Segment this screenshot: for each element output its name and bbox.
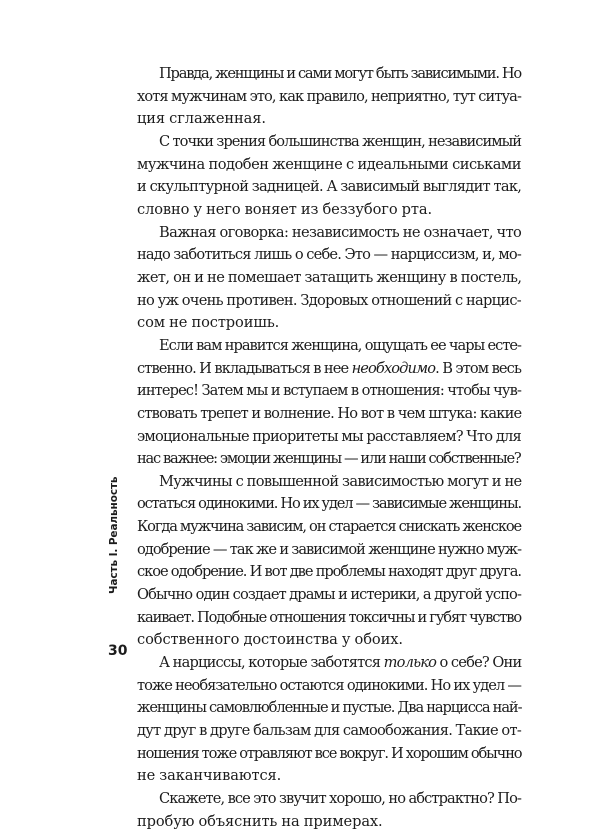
text-line xyxy=(137,607,521,630)
text-line xyxy=(137,335,521,358)
paragraph xyxy=(137,652,521,788)
text-line xyxy=(137,267,521,290)
text-segment: остаться одинокими. Но их удел — зависимые женщины. xyxy=(137,495,521,513)
text-line xyxy=(137,448,521,471)
text-line xyxy=(137,493,521,516)
running-head: Часть I. Реальность xyxy=(108,476,120,594)
text-segment: о себе? Они xyxy=(436,654,522,672)
text-segment: дут друг в друге бальзам для самообожания. Такие от- xyxy=(137,722,522,740)
text-segment: А нарциссы, которые заботятся xyxy=(159,654,384,672)
text-line xyxy=(137,720,521,743)
text-segment: мужчина подобен женщине с идеальными сиськами xyxy=(137,155,521,173)
text-line xyxy=(137,471,521,494)
text-segment: ция сглаженная. xyxy=(137,110,266,128)
body-text xyxy=(137,63,521,833)
text-line xyxy=(137,244,521,267)
text-line xyxy=(137,697,521,720)
text-segment: словно у него воняет из беззубого рта. xyxy=(137,200,432,218)
text-segment: Скажете, все это звучит хорошо, но абстрактно? По- xyxy=(159,790,521,807)
text-line xyxy=(137,539,521,562)
text-line xyxy=(137,199,521,222)
text-line xyxy=(137,811,521,833)
text-line xyxy=(137,63,521,86)
text-segment: хотя мужчинам это, как правило, неприятно, тут ситуа- xyxy=(137,87,521,105)
text-segment: ственно. И вкладываться в нее xyxy=(137,359,352,377)
text-line xyxy=(137,675,521,698)
text-line xyxy=(137,290,521,313)
text-line xyxy=(137,108,521,131)
text-segment: тоже необязательно остаются одинокими. Но их удел — xyxy=(137,676,521,694)
page-number: 30 xyxy=(108,643,128,659)
text-segment: ское одобрение. И вот две проблемы находят друг друга. xyxy=(137,563,521,581)
emphasis-text: только xyxy=(383,654,437,672)
text-segment: С точки зрения большинства женщин, независимый xyxy=(159,132,521,150)
text-line xyxy=(137,176,521,199)
paragraph xyxy=(137,222,521,335)
text-line xyxy=(137,86,521,109)
text-segment: жет, он и не помешает затащить женщину в постель, xyxy=(137,268,522,286)
text-line xyxy=(137,154,521,177)
text-segment: эмоциональные приоритеты мы расставляем? Что для xyxy=(137,427,521,445)
text-segment: не заканчиваются. xyxy=(137,767,282,785)
text-segment: нас важнее: эмоции женщины — или наши собственные? xyxy=(137,450,521,468)
text-segment: ствовать трепет и волнение. Но вот в чем штука: какие xyxy=(137,404,522,422)
text-line xyxy=(137,788,521,811)
text-segment: собственного достоинства у обоих. xyxy=(137,631,403,649)
text-segment: Когда мужчина зависим, он старается снискать женское xyxy=(137,518,522,536)
paragraph xyxy=(137,788,521,833)
text-segment: . В этом весь xyxy=(435,359,521,377)
text-segment: Мужчины с повышенной зависимостью могут и не xyxy=(159,472,522,490)
text-line xyxy=(137,629,521,652)
text-line xyxy=(137,131,521,154)
text-line xyxy=(137,358,521,381)
text-line xyxy=(137,584,521,607)
text-segment: Важная оговорка: независимость не означает, что xyxy=(159,223,522,241)
text-line xyxy=(137,312,521,335)
text-segment: каивает. Подобные отношения токсичны и губят чувство xyxy=(137,608,521,626)
text-segment: одобрение — так же и зависимой женщине нужно муж- xyxy=(137,540,522,558)
text-line xyxy=(137,426,521,449)
text-segment: и скульптурной задницей. А зависимый выглядит так, xyxy=(137,178,522,196)
paragraph xyxy=(137,335,521,471)
text-segment: Обычно один создает драмы и истерики, а другой успо- xyxy=(137,586,521,604)
text-segment: Правда, женщины и сами могут быть зависимыми. Но xyxy=(159,65,521,82)
emphasis-text: необходимо xyxy=(351,359,436,377)
text-line xyxy=(137,403,521,426)
text-segment: Если вам нравится женщина, ощущать ее чары есте- xyxy=(159,336,521,354)
text-segment: интерес! Затем мы и вступаем в отношения: чтобы чув- xyxy=(137,382,521,400)
text-line xyxy=(137,561,521,584)
text-segment: женщины самовлюбленные и пустые. Два нарцисса най- xyxy=(137,699,522,717)
text-line xyxy=(137,743,521,766)
text-segment: ношения тоже отравляют все вокруг. И хорошим обычно xyxy=(137,744,522,762)
text-segment: пробую объяснить на примерах. xyxy=(137,812,383,830)
text-line xyxy=(137,765,521,788)
paragraph xyxy=(137,63,521,131)
text-segment: но уж очень противен. Здоровых отношений с нарцис- xyxy=(137,291,521,309)
text-line xyxy=(137,652,521,675)
text-segment: надо заботиться лишь о себе. Это — нарциссизм, и, мо- xyxy=(137,246,521,264)
text-line xyxy=(137,222,521,245)
text-line xyxy=(137,516,521,539)
text-line xyxy=(137,380,521,403)
paragraph xyxy=(137,131,521,222)
paragraph xyxy=(137,471,521,652)
text-segment: сом не построишь. xyxy=(137,314,280,332)
